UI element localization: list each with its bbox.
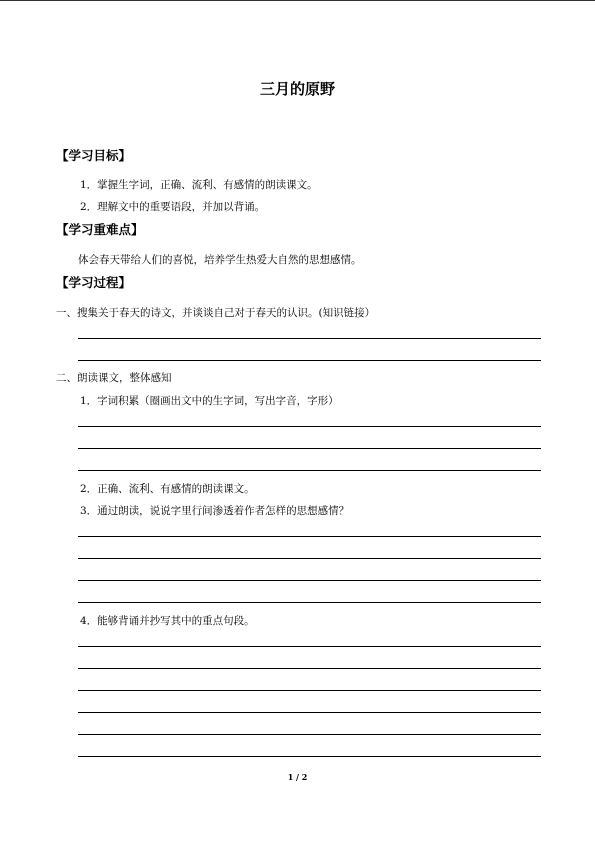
page-top-border	[0, 0, 595, 1]
answer-line[interactable]	[78, 360, 541, 361]
answer-line[interactable]	[78, 536, 541, 537]
answer-line[interactable]	[78, 580, 541, 581]
answer-line[interactable]	[78, 690, 541, 691]
answer-line[interactable]	[78, 338, 541, 339]
question-3: 3．通过朗读，说说字里行间渗透着作者怎样的思想感情？	[80, 505, 350, 517]
question-1: 1．字词积累（圈画出文中的生字词，写出字音，字形）	[80, 395, 339, 407]
key-points-text: 体会春天带给人们的喜悦，培养学生热爱大自然的思想感情。	[78, 254, 362, 266]
section-2-prompt: 二、朗读课文，整体感知	[56, 372, 172, 384]
goal-item-2: 2．理解文中的重要语段，并加以背诵。	[80, 201, 266, 213]
answer-line[interactable]	[78, 558, 541, 559]
goal-item-1: 1．掌握生字词，正确、流利、有感情的朗读课文。	[80, 179, 318, 191]
answer-line[interactable]	[78, 734, 541, 735]
answer-line[interactable]	[78, 712, 541, 713]
heading-key-points: 【学习重难点】	[56, 222, 144, 237]
section-1-prompt: 一、搜集关于春天的诗文，并谈谈自己对于春天的认识。(知识链接）	[56, 307, 376, 319]
answer-line[interactable]	[78, 602, 541, 603]
question-4: 4．能够背诵并抄写其中的重点句段。	[80, 615, 255, 627]
question-2: 2．正确、流利、有感情的朗读课文。	[80, 483, 255, 495]
answer-line[interactable]	[78, 470, 541, 471]
answer-line[interactable]	[78, 426, 541, 427]
answer-line[interactable]	[78, 448, 541, 449]
heading-learning-process: 【学习过程】	[56, 275, 132, 290]
document-title: 三月的原野	[259, 80, 335, 98]
answer-line[interactable]	[78, 668, 541, 669]
page-number: 1 / 2	[287, 772, 308, 782]
answer-line[interactable]	[78, 756, 541, 757]
answer-line[interactable]	[78, 646, 541, 647]
heading-learning-goals: 【学习目标】	[56, 148, 132, 163]
